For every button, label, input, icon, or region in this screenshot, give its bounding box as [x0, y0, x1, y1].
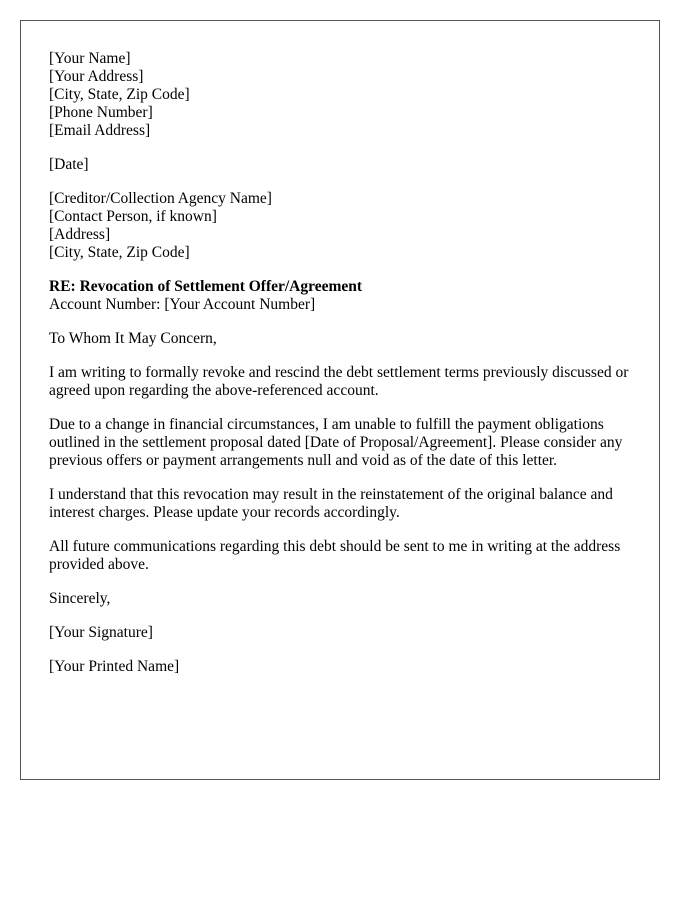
letter-date: [Date]: [49, 156, 89, 173]
date-block: [49, 156, 631, 174]
recipient-address-block: [49, 190, 631, 262]
sender-address-block: [49, 50, 631, 140]
sender-address: [Your Address]: [49, 68, 144, 85]
body-paragraph-3: I understand that this revocation may result in the reinstatement of the original balance and interest charges. Please update your records accordingly.: [49, 486, 613, 521]
salutation: To Whom It May Concern,: [49, 330, 217, 347]
sender-email: [Email Address]: [49, 122, 151, 139]
recipient-contact: [Contact Person, if known]: [49, 208, 217, 225]
sender-name: [Your Name]: [49, 50, 131, 67]
letter-page: [20, 20, 660, 780]
body-paragraph-1: I am writing to formally revoke and rescind the debt settlement terms previously discussed or agreed upon regarding the above-referenced account.: [49, 364, 629, 399]
subject-block: [49, 278, 631, 314]
sender-phone: [Phone Number]: [49, 104, 153, 121]
signature-placeholder: [Your Signature]: [49, 624, 153, 641]
valediction: Sincerely,: [49, 590, 111, 607]
printed-name-placeholder: [Your Printed Name]: [49, 658, 180, 675]
body-paragraph-4: All future communications regarding this debt should be sent to me in writing at the address provided above.: [49, 538, 621, 573]
subject-line: RE: Revocation of Settlement Offer/Agreement: [49, 278, 363, 295]
recipient-address: [Address]: [49, 226, 111, 243]
sender-city-state-zip: [City, State, Zip Code]: [49, 86, 190, 103]
account-number-line: Account Number: [Your Account Number]: [49, 296, 316, 313]
recipient-city-state-zip: [City, State, Zip Code]: [49, 244, 190, 261]
body-paragraph-2: Due to a change in financial circumstances, I am unable to fulfill the payment obligations outlined in the settlement proposal dated [Date of Proposal/Agreement]. Please consider any previous offers or payment arrangements null and void as of the date of this letter.: [49, 416, 623, 469]
recipient-name: [Creditor/Collection Agency Name]: [49, 190, 272, 207]
